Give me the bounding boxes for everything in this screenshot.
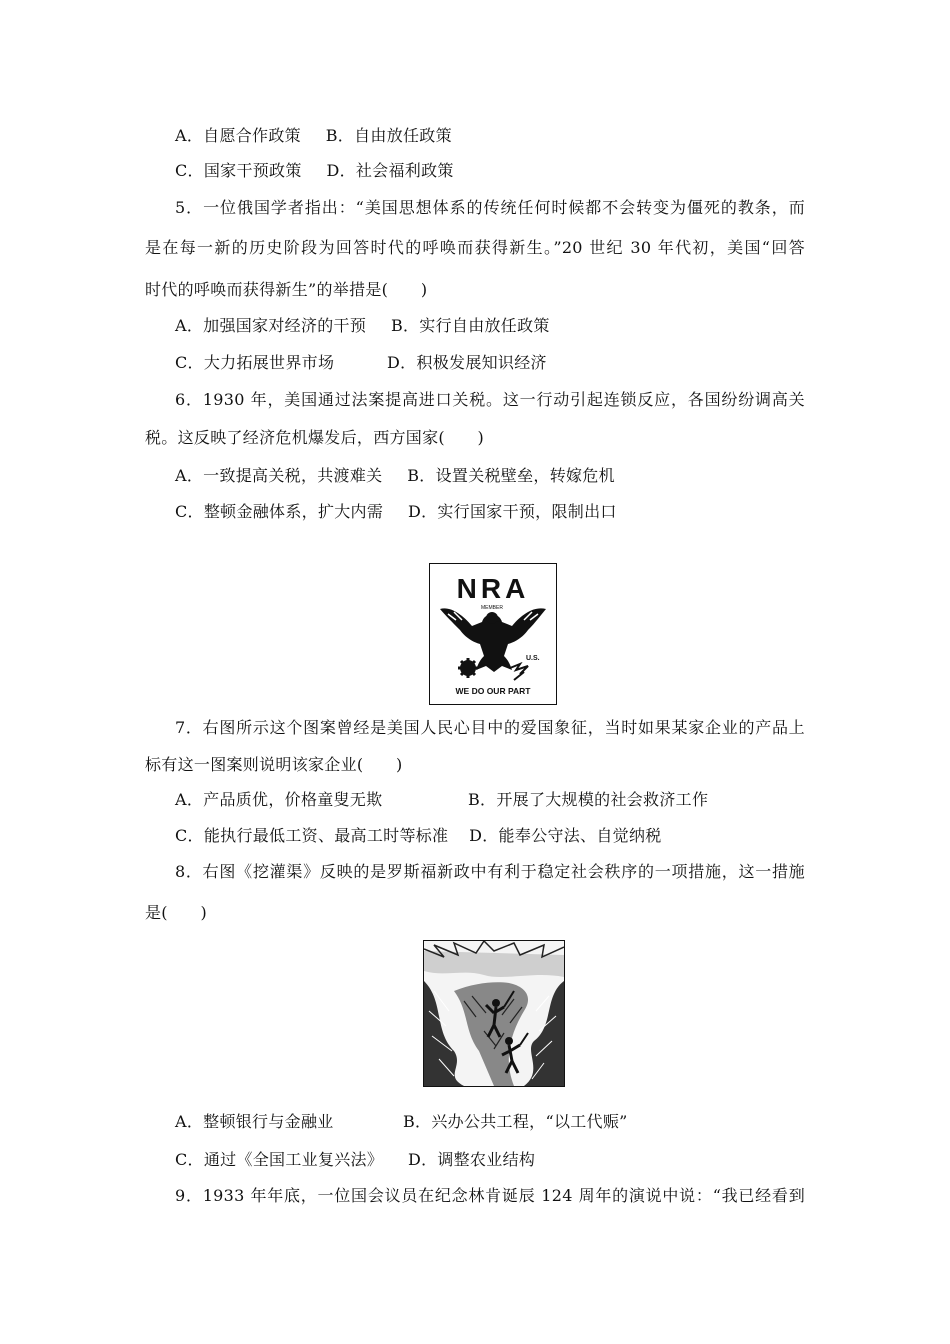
q7-option-a: A．产品质优，价格童叟无欺 xyxy=(175,790,383,809)
canal-drawing xyxy=(424,941,564,1086)
q7-stem-line1: 7．右图所示这个图案曾经是美国人民心目中的爱国象征，当时如果某家企业的产品上 xyxy=(175,718,805,737)
q7-options-row2 xyxy=(175,826,662,846)
q6-stem-line2: 税。这反映了经济危机爆发后，西方国家( ) xyxy=(145,428,485,447)
q6-stem-line1: 6．1930 年，美国通过法案提高进口关税。这一行动引起连锁反应，各国纷纷调高关 xyxy=(175,390,805,409)
nra-eagle-emblem xyxy=(430,564,556,704)
nra-us-label: U.S. xyxy=(526,655,540,662)
q4-option-a: A．自愿合作政策 xyxy=(175,126,301,145)
nra-title: NRA xyxy=(456,573,530,604)
q5-stem-line3: 时代的呼唤而获得新生”的举措是( ) xyxy=(145,280,428,299)
q4-options-row2 xyxy=(175,161,454,181)
q6-options-row1 xyxy=(175,466,615,486)
q8-option-a: A．整顿银行与金融业 xyxy=(175,1112,334,1131)
q5-options-row1 xyxy=(175,316,550,336)
q8-options-row1 xyxy=(175,1112,628,1132)
q7-option-c: C．能执行最低工资、最高工时等标准 xyxy=(175,826,449,845)
q8-option-c: C．通过《全国工业复兴法》 xyxy=(175,1150,384,1169)
q6-option-a: A．一致提高关税，共渡难关 xyxy=(175,466,383,485)
q5-options-row2 xyxy=(175,353,547,373)
q5-stem-line1: 5．一位俄国学者指出：“美国思想体系的传统任何时候都不会转变为僵死的教条，而 xyxy=(175,198,805,217)
q8-options-row2 xyxy=(175,1150,535,1170)
q7-option-b: B．开展了大规模的社会救济工作 xyxy=(468,790,709,809)
q4-option-b: B．自由放任政策 xyxy=(325,126,452,145)
q5-option-c: C．大力拓展世界市场 xyxy=(175,353,335,372)
digging-canal-illustration xyxy=(423,940,565,1087)
q8-option-d: D．调整农业结构 xyxy=(407,1150,536,1169)
q8-stem-line1: 8．右图《挖灌渠》反映的是罗斯福新政中有利于稳定社会秩序的一项措施，这一措施 xyxy=(175,862,805,881)
q4-option-d: D．社会福利政策 xyxy=(326,161,454,180)
nra-slogan: WE DO OUR PART xyxy=(455,686,531,696)
q5-option-d: D．积极发展知识经济 xyxy=(387,353,547,372)
q7-stem-line2: 标有这一图案则说明该家企业( ) xyxy=(145,755,403,774)
q6-options-row2 xyxy=(175,502,617,522)
nra-logo-figure xyxy=(429,563,557,705)
q6-option-b: B．设置关税壁垒，转嫁危机 xyxy=(407,466,615,485)
q5-stem-line2: 是在每一新的历史阶段为回答时代的呼唤而获得新生。”20 世纪 30 年代初，美国“回答 xyxy=(145,238,805,257)
q7-options-row1 xyxy=(175,790,709,810)
q4-option-c: C．国家干预政策 xyxy=(175,161,302,180)
q5-option-a: A．加强国家对经济的干预 xyxy=(175,316,367,335)
q8-stem-line2: 是( ) xyxy=(145,903,207,922)
q7-option-d: D．能奉公守法、自觉纳税 xyxy=(469,826,662,845)
nra-member-label: MEMBER xyxy=(481,605,503,611)
q4-options-row1 xyxy=(175,126,452,146)
q5-option-b: B．实行自由放任政策 xyxy=(390,316,550,335)
q6-option-d: D．实行国家干预，限制出口 xyxy=(407,502,617,521)
q6-option-c: C．整顿金融体系，扩大内需 xyxy=(175,502,384,521)
q8-option-b: B．兴办公共工程，“以工代赈” xyxy=(403,1112,628,1131)
q9-stem-line1: 9．1933 年年底，一位国会议员在纪念林肯诞辰 124 周年的演说中说：“我已经看到 xyxy=(175,1186,805,1205)
